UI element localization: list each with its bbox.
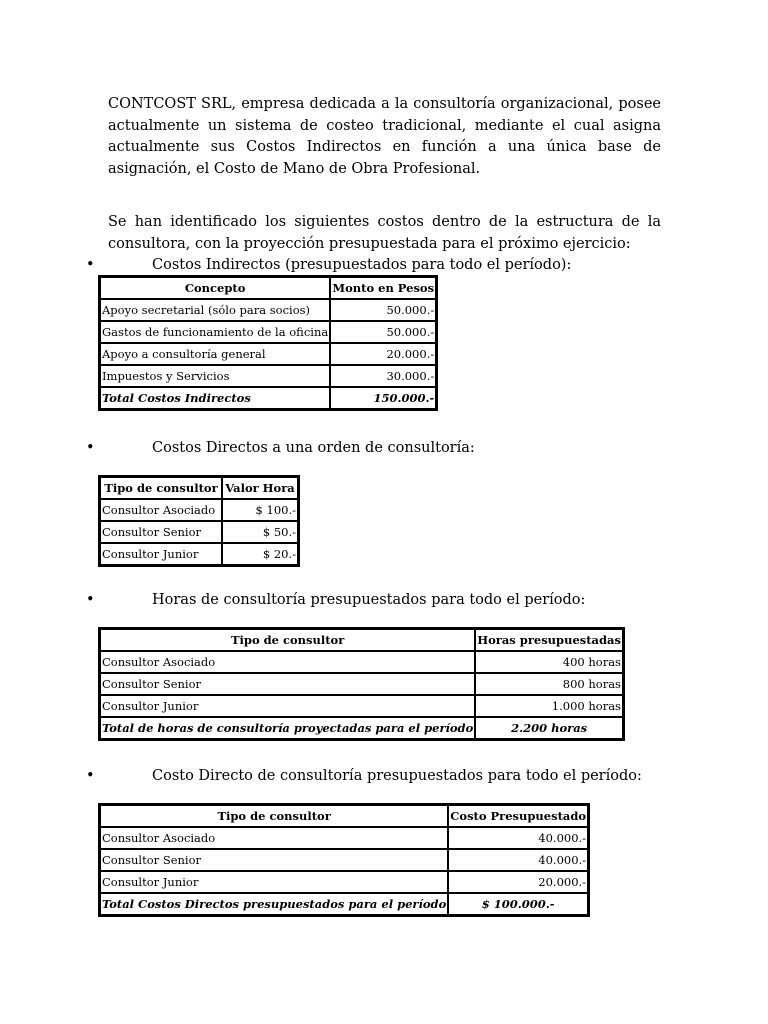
header-monto: Monto en Pesos xyxy=(330,277,437,300)
table-row xyxy=(100,651,624,673)
section-heading: Costos Indirectos (presupuestados para todo el período): xyxy=(152,257,572,273)
bullet-icon: • xyxy=(86,768,95,784)
section-heading: Costos Directos a una orden de consultoría: xyxy=(152,440,475,456)
cell-tipo: Consultor Asociado xyxy=(100,499,223,521)
bullet-costos-indirectos xyxy=(86,255,571,275)
cell-valor: $ 50.- xyxy=(222,521,299,543)
cell-tipo: Consultor Junior xyxy=(100,695,476,717)
cell-tipo: Consultor Senior xyxy=(100,849,449,871)
cell-monto: 20.000.- xyxy=(330,343,437,365)
table-row xyxy=(100,299,437,321)
intro-paragraph-2: Se han identificado los siguientes costos dentro de la estructura de la consultora, con la proyección presupuestada para el próximo ejercicio: xyxy=(108,214,661,252)
cell-horas: 400 horas xyxy=(475,651,623,673)
total-label: Total Costos Indirectos xyxy=(100,387,331,410)
table-total-row xyxy=(100,387,437,410)
cell-monto: 30.000.- xyxy=(330,365,437,387)
costo-directo-table xyxy=(98,803,590,917)
table-total-row xyxy=(100,717,624,740)
header-tipo: Tipo de consultor xyxy=(100,629,476,652)
cell-tipo: Consultor Junior xyxy=(100,871,449,893)
cell-costo: 40.000.- xyxy=(448,827,588,849)
table-row xyxy=(100,321,437,343)
valor-hora-table xyxy=(98,475,300,567)
cell-tipo: Consultor Junior xyxy=(100,543,223,566)
cell-tipo: Consultor Senior xyxy=(100,521,223,543)
bullet-icon: • xyxy=(86,592,95,608)
header-horas: Horas presupuestadas xyxy=(475,629,623,652)
cell-concepto: Apoyo a consultoría general xyxy=(100,343,331,365)
section-heading: Horas de consultoría presupuestados para todo el período: xyxy=(152,592,586,608)
header-tipo: Tipo de consultor xyxy=(100,477,223,500)
cell-monto: 50.000.- xyxy=(330,321,437,343)
cell-costo: 40.000.- xyxy=(448,849,588,871)
table-header-row xyxy=(100,477,299,500)
table-row xyxy=(100,499,299,521)
cell-valor: $ 100.- xyxy=(222,499,299,521)
table-row xyxy=(100,521,299,543)
total-value: 150.000.- xyxy=(330,387,437,410)
bullet-icon: • xyxy=(86,440,95,456)
cell-concepto: Impuestos y Servicios xyxy=(100,365,331,387)
table-row xyxy=(100,827,589,849)
cell-horas: 800 horas xyxy=(475,673,623,695)
table-row xyxy=(100,849,589,871)
table-row xyxy=(100,695,624,717)
cell-horas: 1.000 horas xyxy=(475,695,623,717)
table-header-row xyxy=(100,805,589,828)
costos-indirectos-table xyxy=(98,275,438,411)
cell-tipo: Consultor Asociado xyxy=(100,827,449,849)
table-header-row xyxy=(100,277,437,300)
header-valor-hora: Valor Hora xyxy=(222,477,299,500)
header-concepto: Concepto xyxy=(100,277,331,300)
section-heading: Costo Directo de consultoría presupuestados para todo el período: xyxy=(152,768,642,784)
table-row xyxy=(100,365,437,387)
total-value: 2.200 horas xyxy=(475,717,623,740)
cell-concepto: Gastos de funcionamiento de la oficina xyxy=(100,321,331,343)
cell-costo: 20.000.- xyxy=(448,871,588,893)
bullet-costos-directos xyxy=(86,438,475,458)
cell-tipo: Consultor Senior xyxy=(100,673,476,695)
total-value: $ 100.000.- xyxy=(448,893,588,916)
total-label: Total de horas de consultoría proyectadas para el período xyxy=(100,717,476,740)
table-row xyxy=(100,871,589,893)
table-row xyxy=(100,673,624,695)
table-row xyxy=(100,343,437,365)
bullet-horas xyxy=(86,590,585,610)
bullet-icon: • xyxy=(86,257,95,273)
cell-concepto: Apoyo secretarial (sólo para socios) xyxy=(100,299,331,321)
cell-valor: $ 20.- xyxy=(222,543,299,566)
intro-paragraph-1: CONTCOST SRL, empresa dedicada a la consultoría organizacional, posee actualmente un sistema de costeo tradicional, mediante el cual asigna actualmente sus Costos Indirectos en función a una única base de asignación, el Costo de Mano de Obra Profesional. xyxy=(108,96,661,177)
table-header-row xyxy=(100,629,624,652)
table-row xyxy=(100,543,299,566)
header-costo: Costo Presupuestado xyxy=(448,805,588,828)
total-label: Total Costos Directos presupuestados para el período xyxy=(100,893,449,916)
table-total-row xyxy=(100,893,589,916)
header-tipo: Tipo de consultor xyxy=(100,805,449,828)
horas-table xyxy=(98,627,625,741)
cell-monto: 50.000.- xyxy=(330,299,437,321)
bullet-costo-directo xyxy=(86,766,642,786)
cell-tipo: Consultor Asociado xyxy=(100,651,476,673)
